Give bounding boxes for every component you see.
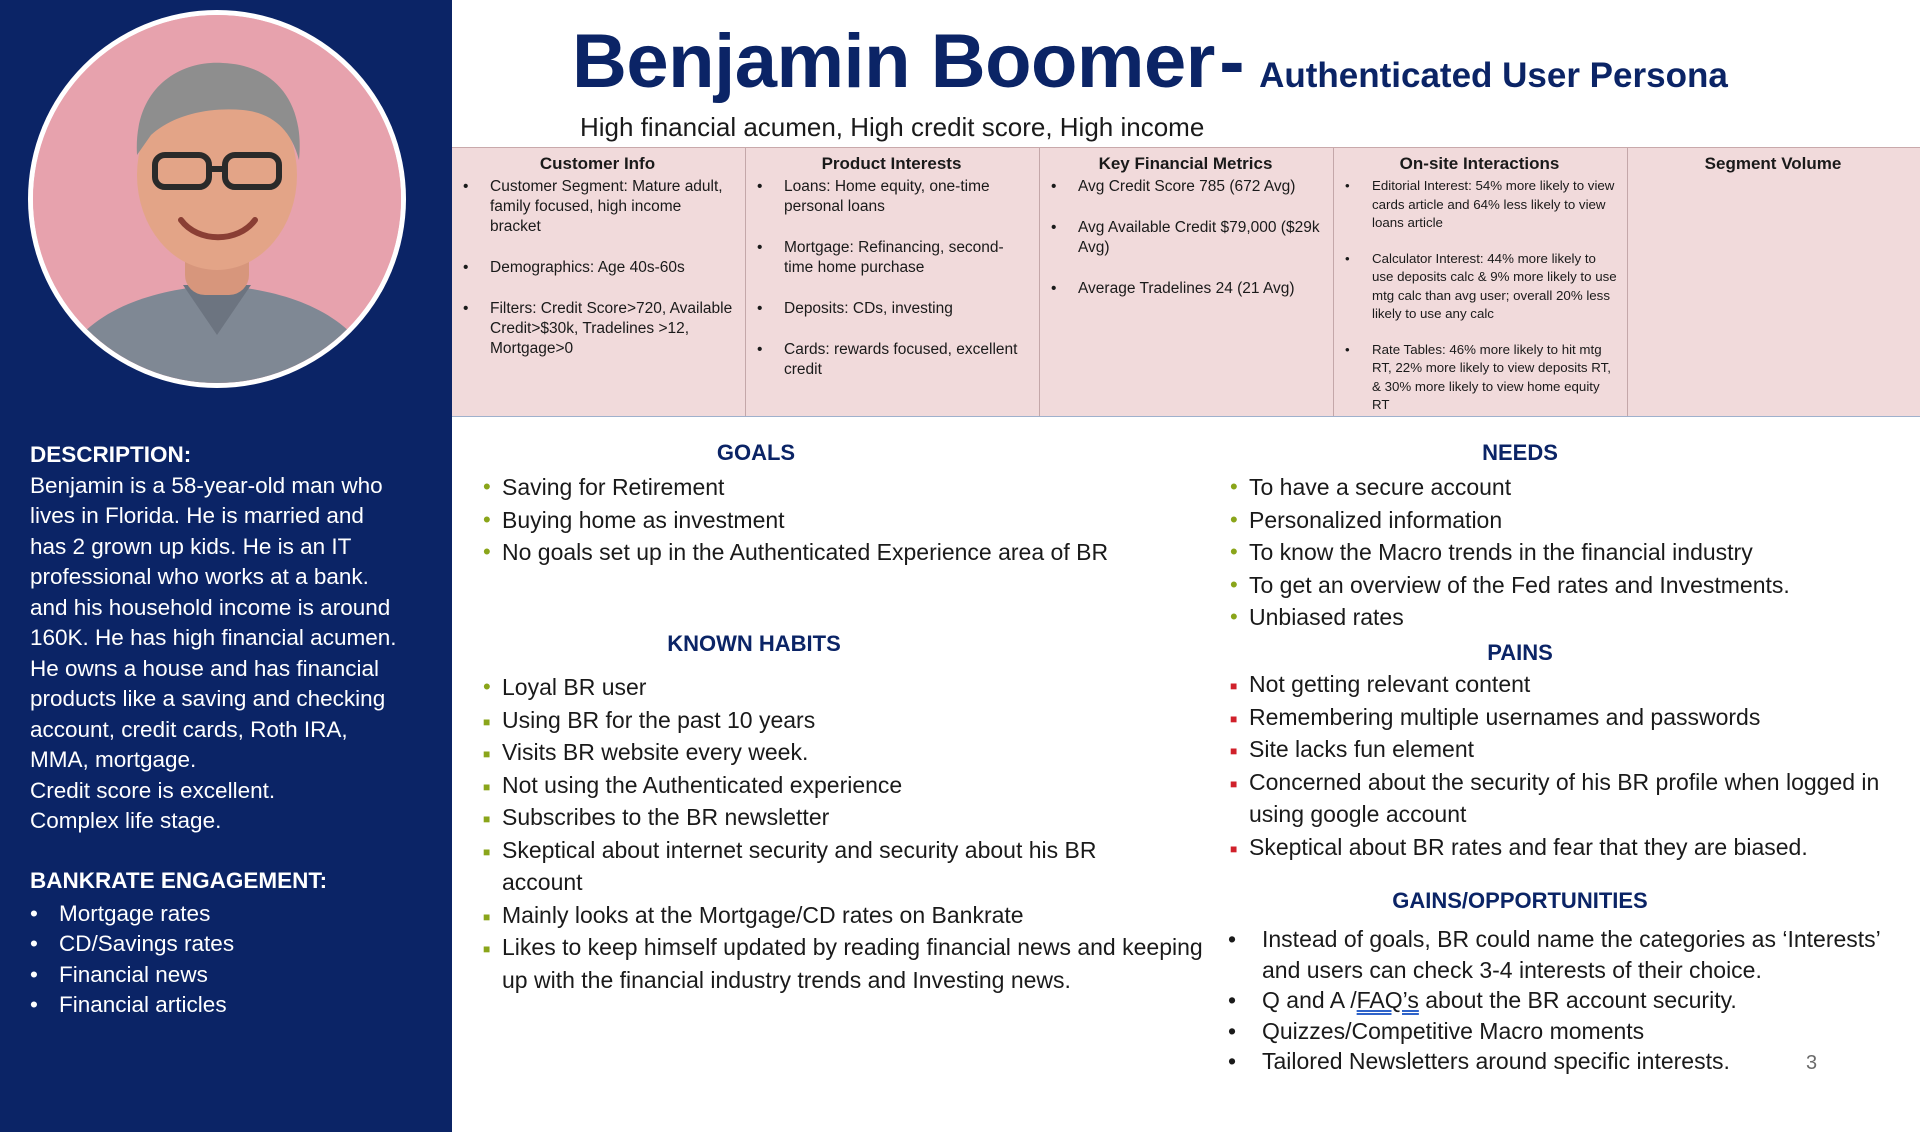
engagement-block — [30, 866, 430, 1021]
habits-heading: KNOWN HABITS — [667, 631, 841, 656]
list-item: • Unbiased rates — [1230, 601, 1910, 634]
description-label: DESCRIPTION: — [30, 442, 192, 467]
list-item: • Q and A /FAQ’s about the BR account security. — [1228, 985, 1908, 1016]
metric-item: • Avg Credit Score 785 (672 Avg) — [1048, 177, 1323, 197]
metric-item: • Deposits: CDs, investing — [754, 299, 1029, 319]
goals-list — [483, 471, 1143, 569]
metric-item: • Filters: Credit Score>720, Available Credit>$30k, Tradelines >12, Mortgage>0 — [460, 299, 735, 359]
customer-info-column — [452, 148, 746, 416]
description-line: professional who works at a bank. — [30, 564, 369, 589]
bullet-icon: • — [1230, 604, 1238, 629]
key-financial-metrics-column — [1040, 148, 1334, 416]
bullet-icon: • — [483, 674, 491, 699]
metric-item: • Customer Segment: Mature adult, family focused, high income bracket — [460, 177, 735, 237]
list-item: ■ Concerned about the security of his BR profile when logged in using google account — [1230, 768, 1880, 827]
segment-volume-column — [1628, 148, 1920, 416]
list-item: ■ Using BR for the past 10 years — [483, 704, 1203, 737]
list-item: • Loyal BR user — [483, 671, 1203, 704]
metric-item: • Mortgage: Refinancing, second-time home purchase — [754, 238, 1029, 278]
pains-list — [1230, 668, 1910, 863]
avatar-frame — [28, 10, 406, 388]
description-line: has 2 grown up kids. He is an IT — [30, 533, 352, 559]
persona-name: Benjamin Boomer — [572, 19, 1215, 104]
bullet-icon: • — [1228, 987, 1237, 1013]
list-item: ■ Subscribes to the BR newsletter — [483, 801, 1203, 834]
metric-item: • Average Tradelines 24 (21 Avg) — [1048, 279, 1323, 299]
description-line: Complex life stage. — [30, 808, 222, 833]
description-line: account, credit cards, Roth IRA, — [30, 716, 348, 742]
metric-item: • Calculator Interest: 44% more likely to use deposits calc & 9% more likely to use mtg calc than avg user; overall 20% less likely to use any calc — [1342, 250, 1617, 324]
description-line: products like a saving and checking — [30, 686, 386, 711]
pains-heading: PAINS — [1487, 640, 1553, 665]
engagement-item: • Mortgage rates — [30, 899, 430, 930]
list-item: • Tailored Newsletters around specific interests. — [1228, 1046, 1908, 1077]
bullet-icon: • — [1228, 926, 1237, 952]
bullet-icon: • — [1228, 1017, 1237, 1044]
list-item: • To get an overview of the Fed rates and Investments. — [1230, 569, 1910, 602]
gains-heading: GAINS/OPPORTUNITIES — [1392, 888, 1648, 913]
avatar — [33, 15, 401, 383]
metric-item: • Editorial Interest: 54% more likely to view cards article and 64% less likely to view loans article — [1342, 177, 1617, 233]
engagement-item: • Financial news — [30, 960, 430, 991]
list-item: • Saving for Retirement — [483, 471, 1143, 504]
list-item: ■ Likes to keep himself updated by reading financial news and keeping up with the financial industry trends and Investing news. — [483, 934, 1203, 993]
metric-item: • Avg Available Credit $79,000 ($29k Avg) — [1048, 218, 1323, 258]
list-item: ■ Not using the Authenticated experience — [483, 769, 1203, 802]
description-line: and his household income is around — [30, 594, 391, 620]
list-item: ■ Remembering multiple usernames and passwords — [1230, 701, 1910, 734]
faq-link[interactable]: FAQ’s — [1356, 987, 1419, 1013]
bullet-icon: • — [1230, 539, 1238, 564]
bullet-icon: • — [1230, 506, 1238, 532]
list-item: ■ Mainly looks at the Mortgage/CD rates on Bankrate — [483, 899, 1203, 932]
engagement-list — [30, 899, 430, 1021]
bullet-icon: • — [483, 474, 491, 499]
square-bullet-icon: ■ — [1230, 679, 1238, 693]
page-number: 3 — [1806, 1052, 1818, 1074]
persona-type: Authenticated User Persona — [1259, 56, 1728, 95]
persona-photo — [33, 15, 401, 383]
description-line: lives in Florida. He is married and — [30, 503, 364, 528]
metrics-table — [452, 147, 1920, 417]
persona-tagline: High financial acumen, High credit score, High income — [580, 112, 1205, 142]
engagement-item: • CD/Savings rates — [30, 929, 430, 960]
square-bullet-icon: ■ — [483, 747, 491, 761]
left-panel — [0, 0, 452, 1132]
square-bullet-icon: ■ — [1230, 841, 1238, 856]
square-bullet-icon: ■ — [483, 844, 491, 859]
column-title: Customer Info — [539, 154, 656, 173]
list-item: • Instead of goals, BR could name the categories as ‘Interests’ and users can check 3-4 interests of their choice. — [1228, 926, 1880, 983]
column-title: On-site Interactions — [1399, 154, 1560, 173]
list-item: ■ Visits BR website every week. — [483, 736, 1203, 769]
metric-item: • Rate Tables: 46% more likely to hit mtg RT, 22% more likely to view deposits RT, & 30% more likely to view home equity RT — [1342, 341, 1617, 415]
needs-list — [1230, 471, 1910, 634]
list-item: • Quizzes/Competitive Macro moments — [1228, 1016, 1908, 1047]
list-item: ■ Site lacks fun element — [1230, 733, 1910, 766]
list-item: • To know the Macro trends in the financial industry — [1230, 536, 1910, 569]
square-bullet-icon: ■ — [1230, 776, 1238, 791]
description-line: MMA, mortgage. — [30, 747, 197, 772]
description-line: He owns a house and has financial — [30, 655, 379, 681]
needs-heading: NEEDS — [1482, 440, 1558, 465]
column-title: Product Interests — [821, 154, 962, 173]
square-bullet-icon: ■ — [1230, 711, 1238, 726]
bullet-icon: • — [1228, 1048, 1237, 1074]
column-title: Segment Volume — [1704, 154, 1842, 173]
list-item: • To have a secure account — [1230, 471, 1910, 504]
list-item: ■ Not getting relevant content — [1230, 668, 1910, 701]
square-bullet-icon: ■ — [483, 714, 491, 729]
list-item: ■ Skeptical about BR rates and fear that they are biased. — [1230, 831, 1910, 864]
description-line: 160K. He has high financial acumen. — [30, 625, 397, 650]
column-title: Key Financial Metrics — [1098, 154, 1273, 173]
engagement-item: • Financial articles — [30, 990, 430, 1021]
metric-item: • Loans: Home equity, one-time personal loans — [754, 177, 1029, 217]
bullet-icon: • — [1230, 474, 1238, 499]
list-item: ■ Skeptical about internet security and security about his BR account — [483, 836, 1097, 895]
engagement-label: BANKRATE ENGAGEMENT: — [30, 868, 328, 893]
habits-list — [483, 671, 1203, 996]
page-title — [572, 18, 1728, 105]
metric-item: • Demographics: Age 40s-60s — [460, 258, 735, 278]
square-bullet-icon: ■ — [1230, 744, 1238, 758]
bullet-icon: • — [483, 539, 491, 564]
metric-item: • Cards: rewards focused, excellent credit — [754, 340, 1029, 380]
list-item: • Buying home as investment — [483, 504, 1143, 537]
goals-heading: GOALS — [716, 440, 796, 465]
description-line: Benjamin is a 58-year-old man who — [30, 472, 383, 498]
bullet-icon: • — [483, 506, 491, 532]
title-dash: - — [1219, 19, 1245, 104]
list-item: • No goals set up in the Authenticated Experience area of BR — [483, 536, 1143, 569]
description-block — [30, 440, 430, 837]
description-line: Credit score is excellent. — [30, 777, 276, 803]
square-bullet-icon: ■ — [483, 942, 491, 956]
square-bullet-icon: ■ — [483, 812, 491, 826]
square-bullet-icon: ■ — [483, 909, 491, 924]
list-item: • Personalized information — [1230, 504, 1910, 537]
square-bullet-icon: ■ — [483, 779, 491, 794]
onsite-interactions-column — [1334, 148, 1628, 416]
bullet-icon: • — [1230, 571, 1238, 597]
product-interests-column — [746, 148, 1040, 416]
